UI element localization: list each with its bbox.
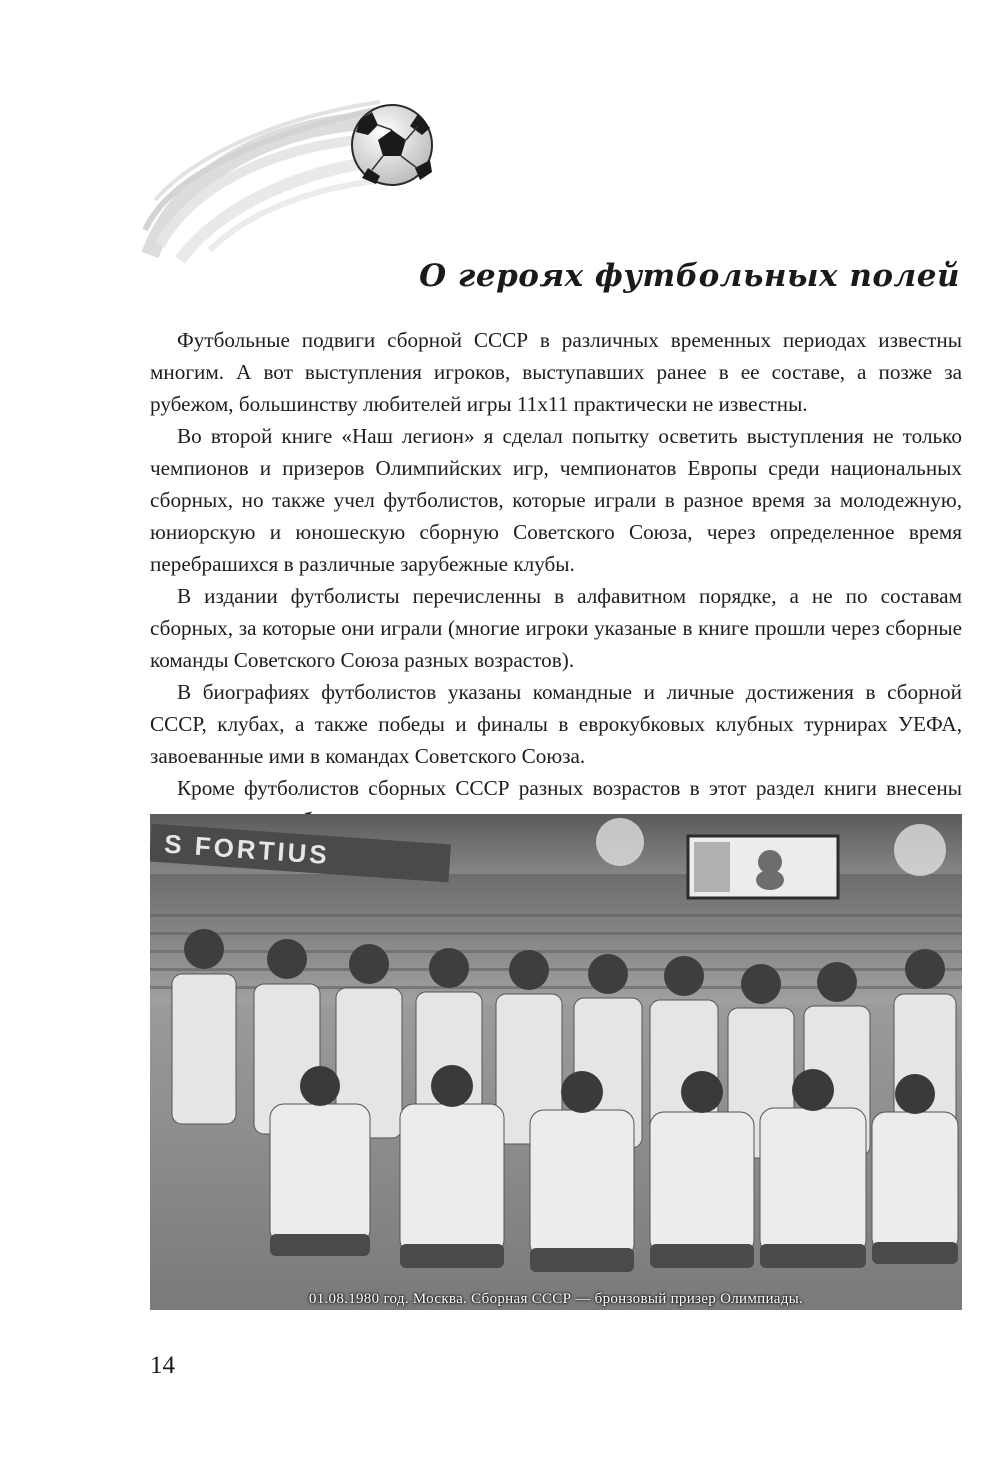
body-text [150,324,962,836]
paragraph: В издании футболисты перечисленны в алфавитном порядке, а не по составам сборных, за которые они играли (многие игроки указаные в книге прошли через сборные команды Советского Союза разных возрастов). [150,584,962,672]
stadium-banner-text: S FORTIUS [163,828,331,871]
page-number: 14 [150,1352,175,1379]
football-icon [140,80,440,270]
paragraph: В биографиях футболистов указаны командные и личные достижения в сборной СССР, клубах, а также победы и финалы в еврокубковых клубных турнирах УЕФА, завоеванные ими в командах Советского Союза. [150,680,962,768]
paragraph: Кроме футболистов сборных СССР разных возрастов в этот раздел книги внесены [177,776,962,800]
photo-caption: 01.08.1980 год. Москва. Сборная СССР — бронзовый призер Олимпиады. [308,1291,804,1307]
paragraph: Футбольные подвиги сборной СССР в различных временных периодах известны многим. А вот выступления игроков, выступавших ранее в ее составе, а позже за рубежом, большинству любителей игры 11x11 практически не известны. [150,328,962,416]
paragraph: Во второй книге «Наш легион» я сделал попытку осветить выступления не только чемпионов и призеров Олимпийских игр, чемпионатов Европы среди национальных сборных, но также учел футболистов, которые играли в разное время за молодежную, юниорскую и юношескую сборную Советского Союза, через определенное время перебрашихся в различные зарубежные клубы. [150,424,962,576]
team-photo-illustration [150,814,962,1310]
team-photo [150,814,962,1310]
chapter-title: О героях футбольных полей [419,258,960,294]
